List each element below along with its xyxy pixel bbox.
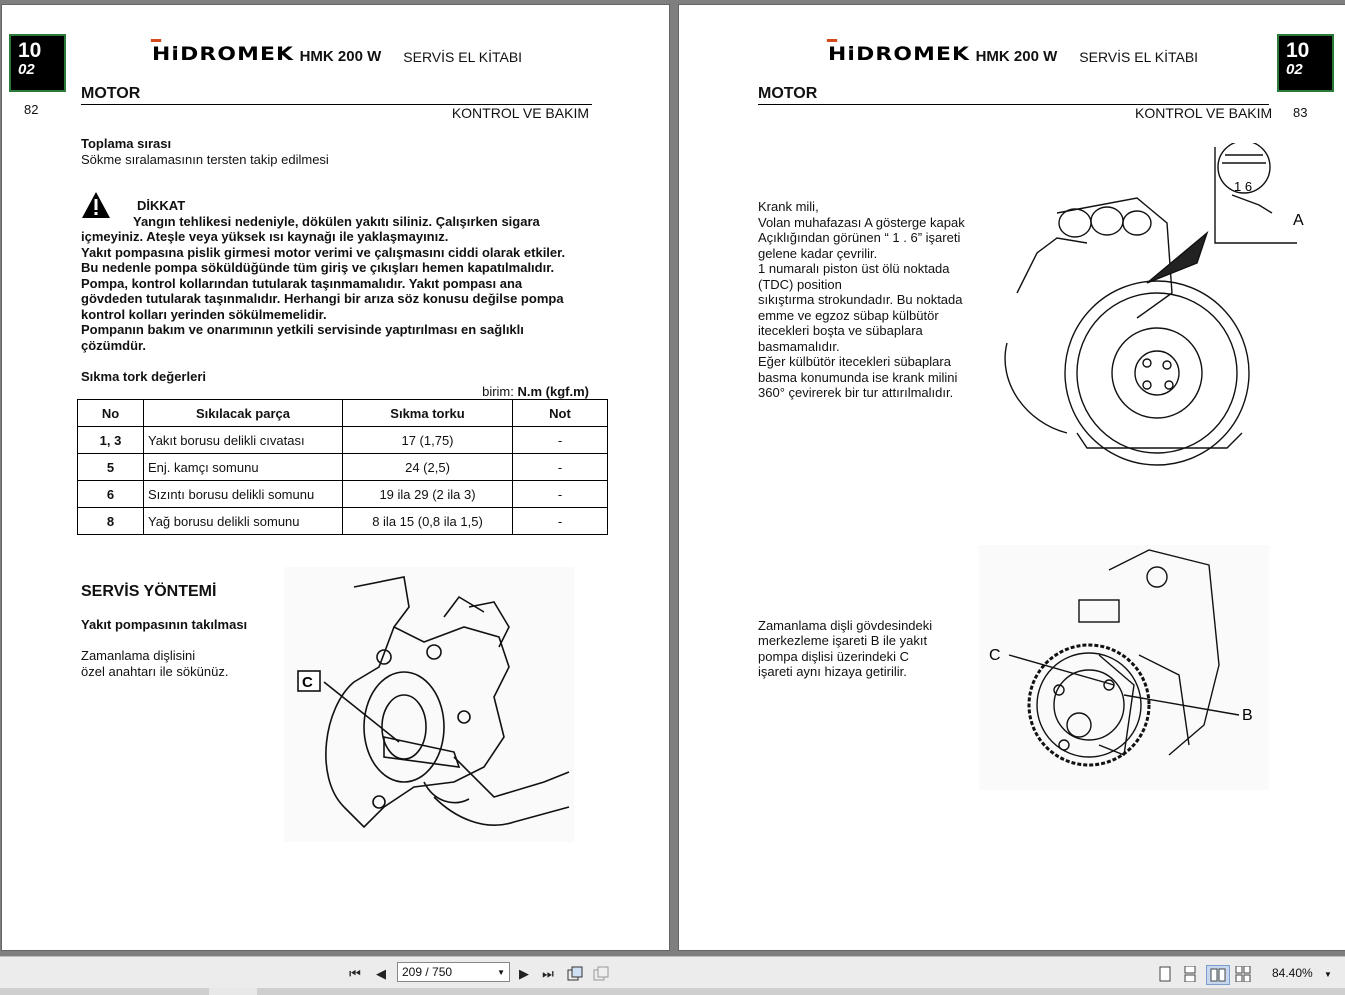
timing-text-1: merkezleme işareti B ile yakıt: [758, 633, 928, 648]
table-header: [78, 400, 608, 427]
chapter-sub: 02: [1286, 61, 1303, 78]
cell-note: -: [513, 508, 608, 535]
pump-removal-figure: [284, 567, 574, 842]
warning-line-8: çözümdür.: [81, 338, 147, 353]
cell-torque: 17 (1,75): [343, 427, 513, 454]
subsection-title: KONTROL VE BAKIM: [1135, 105, 1273, 121]
col-no: No: [78, 400, 144, 427]
unit-note: birim: N.m (kgf.m): [482, 384, 589, 399]
chapter-badge: [1277, 34, 1334, 92]
figure-label-b: B: [1242, 707, 1253, 724]
timing-text-0: Zamanlama dişli gövdesindeki: [758, 618, 933, 633]
section-title: MOTOR: [81, 85, 141, 102]
pump-text-0: Zamanlama dişlisini: [81, 648, 196, 663]
table-row: [78, 454, 608, 481]
warning-line-2: Yakıt pompasına pislik girmesi motor verimi ve çalışmasını ciddi olarak etkiler.: [81, 245, 566, 260]
crank-text-0: Krank mili,: [758, 199, 819, 214]
viewer-toolbar: [0, 956, 1345, 995]
crank-text-4: 1 numaralı piston üst ölü noktada: [758, 261, 950, 276]
cell-part: Enj. kamçı somunu: [144, 454, 343, 481]
manual-title: SERVİS EL KİTABI: [403, 49, 523, 65]
crank-text-11: basma konumunda ise krank milini: [758, 370, 958, 385]
timing-text-3: işareti aynı hizaya getirilir.: [758, 664, 907, 679]
cell-note: -: [513, 427, 608, 454]
figure-label-a: A: [1293, 212, 1304, 229]
page-number-input[interactable]: [397, 962, 510, 982]
page-header: [152, 43, 522, 65]
crank-text-9: basmamalıdır.: [758, 339, 840, 354]
warning-title: DİKKAT: [137, 198, 186, 213]
single-page-icon[interactable]: [1156, 965, 1174, 983]
chapter-sub: 02: [18, 61, 35, 78]
crank-text-8: itecekleri boşta ve sübaplara: [758, 323, 923, 338]
zoom-level[interactable]: 84.40% ▼: [1272, 966, 1332, 980]
cell-torque: 8 ila 15 (0,8 ila 1,5): [343, 508, 513, 535]
crank-text-10: Eğer külbütör itecekleri sübaplara: [758, 354, 951, 369]
table-row: [78, 508, 608, 535]
first-page-icon[interactable]: ⏮: [349, 966, 361, 981]
cell-note: -: [513, 481, 608, 508]
continuous-facing-icon[interactable]: [1234, 965, 1252, 983]
warning-icon: [81, 191, 111, 219]
service-title: SERVİS YÖNTEMİ: [81, 583, 217, 600]
prev-page-icon[interactable]: ◀: [376, 966, 386, 981]
cell-torque: 19 ila 29 (2 ila 3): [343, 481, 513, 508]
warning-line-7: Pompanın bakım ve onarımının yetkili servisinde yaptırılması en sağlıklı: [81, 322, 524, 337]
crank-text-12: 360° çevirerek bir tur attırılmalıdır.: [758, 385, 954, 400]
crank-text-2: Açıklığından görünen “ 1 . 6” işareti: [758, 230, 961, 245]
warning-line-3: Bu nedenle pompa söküldüğünde tüm giriş ve çıkışları hemen kapatılmalıdır.: [81, 260, 555, 275]
go-back-icon[interactable]: [566, 965, 584, 983]
chevron-down-icon: ▼: [497, 967, 505, 977]
page-indicator: 209 / 750: [402, 965, 453, 979]
chapter-badge: [9, 34, 66, 92]
warning-line-5: gövdeden tutularak taşınmalıdır. Herhangi bir arıza söz konusu değilse pompa: [81, 291, 564, 306]
model-name: HMK 200 W: [975, 48, 1058, 65]
manual-title: SERVİS EL KİTABI: [1079, 49, 1199, 65]
cell-part: Yakıt borusu delikli cıvatası: [144, 427, 343, 454]
cell-part: Yağ borusu delikli somunu: [144, 508, 343, 535]
page-header: [828, 43, 1198, 65]
section-title: MOTOR: [758, 85, 818, 102]
right-page: [678, 4, 1345, 951]
figure-label-c: C: [302, 674, 313, 691]
subsection-title: KONTROL VE BAKIM: [451, 105, 589, 121]
crank-text-5: (TDC) position: [758, 277, 842, 292]
left-page: [1, 4, 670, 951]
crank-text-3: gelene kadar çevrilir.: [758, 246, 878, 261]
crank-text-6: sıkıştırma strokundadır. Bu noktada: [758, 292, 963, 307]
flywheel-figure: [997, 143, 1317, 473]
next-page-icon[interactable]: ▶: [519, 966, 529, 981]
timing-text-2: pompa dişlisi üzerindeki C: [758, 649, 910, 664]
cell-part: Sızıntı borusu delikli somunu: [144, 481, 343, 508]
torque-title: Sıkma tork değerleri: [81, 369, 206, 384]
crank-text-1: Volan muhafazası A gösterge kapak: [758, 215, 965, 230]
timing-gear-figure: [979, 545, 1269, 790]
warning-line-4: Pompa, kontrol kollarından tutularak taşınmamalıdır. Yakıt pompası ana: [81, 276, 523, 291]
cell-torque: 24 (2,5): [343, 454, 513, 481]
torque-table: [77, 399, 608, 535]
last-page-icon[interactable]: ⏭: [542, 966, 554, 981]
figure-label-c: C: [989, 647, 1001, 664]
cell-no: 1, 3: [78, 427, 144, 454]
model-name: HMK 200 W: [299, 48, 382, 65]
warning-line-6: kontrol kolları yerinden sökülmemelidir.: [81, 307, 327, 322]
cell-no: 6: [78, 481, 144, 508]
hidromek-logo: HiDROMEK: [828, 43, 971, 65]
table-row: [78, 481, 608, 508]
cell-no: 5: [78, 454, 144, 481]
figure-mark: 1 6: [1234, 179, 1253, 194]
warning-line-1: içmeyiniz. Ateşle veya yüksek ısı kaynağı ile yaklaşmayınız.: [81, 229, 449, 244]
cell-note: -: [513, 454, 608, 481]
hidromek-logo: HiDROMEK: [152, 43, 295, 65]
page-number: 83: [1293, 105, 1308, 120]
col-note: Not: [513, 400, 608, 427]
col-part: Sıkılacak parça: [144, 400, 343, 427]
col-torque: Sıkma torku: [343, 400, 513, 427]
continuous-icon[interactable]: [1181, 965, 1199, 983]
page-number: 82: [24, 102, 39, 117]
crank-text-7: emme ve egzoz sübap külbütör: [758, 308, 939, 323]
assembly-text: Sökme sıralamasının tersten takip edilmesi: [81, 152, 329, 167]
go-forward-icon[interactable]: [592, 965, 610, 983]
chevron-down-icon: ▼: [1324, 970, 1332, 979]
pump-title: Yakıt pompasının takılması: [81, 617, 248, 632]
warning-line-0: Yangın tehlikesi nedeniyle, dökülen yakıtı siliniz. Çalışırken sigara: [133, 214, 540, 229]
pump-text-1: özel anahtarı ile sökünüz.: [81, 664, 229, 679]
table-row: [78, 427, 608, 454]
facing-icon[interactable]: [1206, 965, 1230, 985]
cell-no: 8: [78, 508, 144, 535]
assembly-title: Toplama sırası: [81, 136, 172, 151]
chapter-number: 10: [1286, 39, 1310, 62]
chapter-number: 10: [18, 39, 42, 62]
